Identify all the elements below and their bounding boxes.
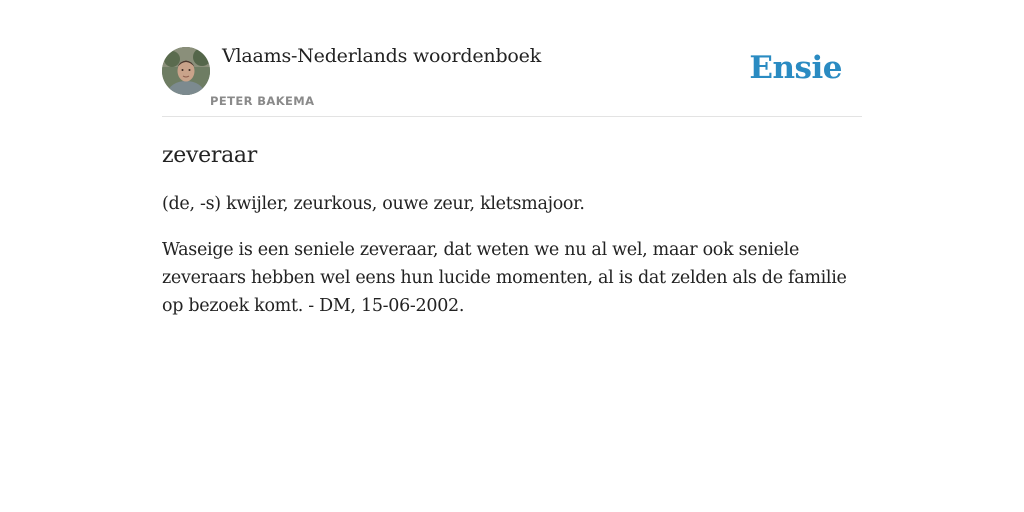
entry-definition: (de, -s) kwijler, zeurkous, ouwe zeur, kletsmajoor. — [162, 194, 585, 214]
brand-logo[interactable]: Ensie — [749, 50, 842, 86]
entry-term: zeveraar — [162, 143, 257, 168]
dictionary-title[interactable]: Vlaams-Nederlands woordenboek — [222, 45, 542, 67]
author-name[interactable]: PETER BAKEMA — [210, 94, 315, 108]
page-container — [162, 0, 862, 320]
avatar-photo-icon — [162, 47, 210, 95]
author-avatar[interactable] — [162, 47, 210, 95]
entry-header — [162, 0, 862, 117]
entry-example: Waseige is een seniele zeveraar, dat weten we nu al wel, maar ook seniele zeveraars hebben wel eens hun lucide momenten, al is dat zelden als de familie op bezoek komt. - DM, 15-06-2002. — [162, 240, 847, 316]
